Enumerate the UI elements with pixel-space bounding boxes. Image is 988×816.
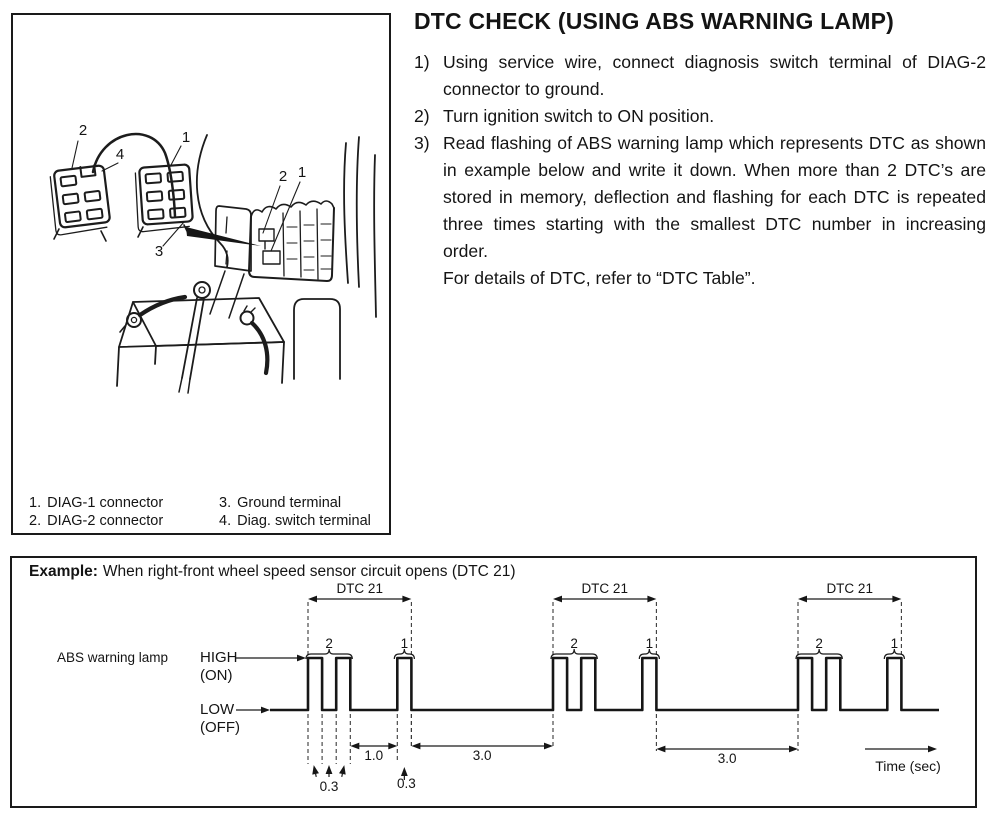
callout-ground: 3 bbox=[154, 243, 164, 260]
installed-connectors bbox=[259, 229, 280, 264]
callout-installed-diag2: 2 bbox=[278, 168, 288, 185]
units-count: 1 bbox=[400, 636, 409, 651]
lamp-waveform bbox=[270, 658, 939, 710]
low-off-label: (OFF) bbox=[200, 719, 240, 736]
tens-count: 2 bbox=[570, 636, 578, 651]
example-text: When right-front wheel speed sensor circuit opens (DTC 21) bbox=[102, 563, 516, 580]
procedure-step bbox=[414, 130, 986, 265]
example-heading bbox=[29, 562, 516, 582]
procedure-step bbox=[414, 103, 986, 130]
cable-tool bbox=[182, 298, 204, 379]
legend-item: 4. Diag. switch terminal bbox=[219, 513, 371, 529]
gap-3sec-label: 3.0 bbox=[472, 748, 492, 763]
figure-legend bbox=[29, 494, 371, 530]
legend-item: 1. DIAG-1 connector bbox=[29, 495, 164, 511]
dtc-dim-label: DTC 21 bbox=[826, 581, 873, 596]
connector-location-figure bbox=[11, 13, 391, 535]
page-title: DTC CHECK (USING ABS WARNING LAMP) bbox=[414, 8, 894, 34]
signal-label: ABS warning lamp bbox=[57, 650, 169, 665]
high-label: HIGH bbox=[200, 649, 238, 666]
procedure-section bbox=[414, 8, 986, 292]
procedure-step bbox=[414, 49, 986, 103]
dtc-dim-label: DTC 21 bbox=[581, 581, 628, 596]
units-count: 1 bbox=[890, 636, 899, 651]
battery-art bbox=[117, 282, 284, 393]
fuse-box-body bbox=[249, 208, 334, 281]
tens-count: 2 bbox=[815, 636, 823, 651]
step-text: Read flashing of ABS warning lamp which represents DTC as shown in example below and write it down. When more than 2 DTC’s are stored in memory, deflection and flashing for each DTC is repeated three times starting with the smallest DTC number in increasing order. bbox=[443, 133, 986, 261]
legend-item: 2. DIAG-2 connector bbox=[29, 513, 164, 529]
timing-diagram bbox=[12, 558, 975, 804]
step-text: Using service wire, connect diagnosis switch terminal of DIAG-2 connector to ground. bbox=[443, 52, 986, 99]
wheel-house bbox=[294, 299, 340, 379]
flash-width-label: 0.3 bbox=[396, 776, 416, 791]
gap-3sec-label: 3.0 bbox=[717, 751, 737, 766]
step-number: 1) bbox=[414, 52, 430, 72]
bracket-lines bbox=[210, 271, 244, 318]
low-label: LOW bbox=[200, 701, 235, 718]
body-line bbox=[374, 155, 376, 317]
example-label: Example: bbox=[29, 563, 98, 580]
positive-cable bbox=[252, 323, 267, 373]
dtc-dim-label: DTC 21 bbox=[336, 581, 383, 596]
time-axis-label: Time (sec) bbox=[875, 758, 941, 774]
body-line bbox=[357, 137, 359, 287]
gap-1sec-label: 1.0 bbox=[364, 748, 384, 763]
tens-count: 2 bbox=[325, 636, 333, 651]
fender-line bbox=[197, 135, 228, 267]
step-number: 3) bbox=[414, 133, 430, 153]
figure-callouts bbox=[79, 122, 306, 260]
step-text: Turn ignition switch to ON position. bbox=[443, 106, 715, 126]
legend-item: 3. Ground terminal bbox=[219, 495, 342, 511]
dtc-table-note: For details of DTC, refer to “DTC Table”. bbox=[443, 268, 756, 288]
body-line bbox=[344, 143, 348, 283]
diag2-connector-art bbox=[49, 164, 112, 235]
dtc-example-box bbox=[10, 556, 977, 808]
fuse-ticks bbox=[287, 224, 331, 270]
step-number: 2) bbox=[414, 106, 430, 126]
high-on-label: (ON) bbox=[200, 667, 233, 684]
negative-cable bbox=[140, 297, 185, 315]
flash-width-label: 0.3 bbox=[319, 779, 339, 794]
callout-diag2: 2 bbox=[78, 122, 88, 139]
units-count: 1 bbox=[645, 636, 654, 651]
fuse-box-top bbox=[251, 201, 334, 217]
callout-installed-diag1: 1 bbox=[297, 164, 307, 181]
callout-diag1: 1 bbox=[181, 129, 191, 146]
callout-switch-terminal: 4 bbox=[115, 146, 125, 163]
connector-location-illustration bbox=[13, 15, 390, 483]
